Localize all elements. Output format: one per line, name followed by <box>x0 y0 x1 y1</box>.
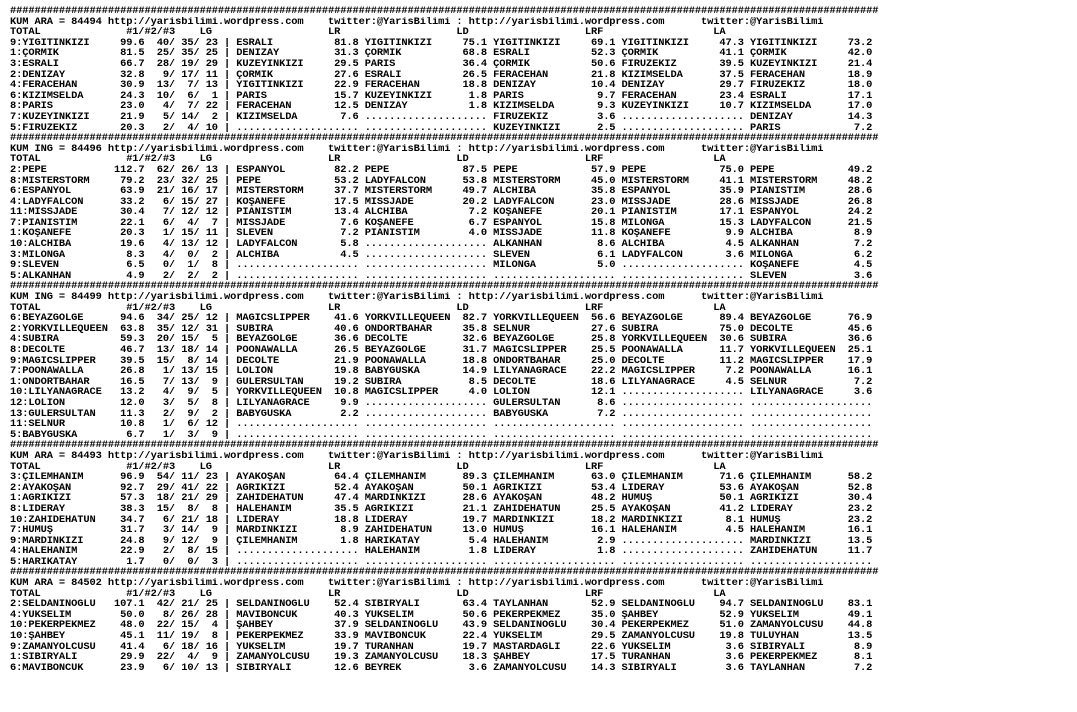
race-header-line: KUM ING = 84496 http://yarisbilimi.wordpress.com twitter:@YarisBilimi : http://yarisbilimi.wordpress.com twitter:@YarisBilimi <box>10 143 824 155</box>
result-line: 9:ZAMANYOLCUSU 41.4 6/ 18/ 16 | YÜKSELİM 19.7 TURANHAN 19.7 MASTARDAĞLI 22.6 YÜKSELİM 3.6 SİBİRYALI 8.9 <box>10 641 873 653</box>
result-line: 9:MARDİNKIZI 24.8 9/ 12/ 9 | ÇİLEMHANIM 1.8 HARİKATAY 5.4 HALEHANIM 2.9 .................... MARDİNKIZI 13.5 <box>10 535 873 547</box>
result-line: 2:DENIZAY 32.8 9/ 17/ 11 | ÇORMIK 27.6 ESRALI 26.5 FERACEHAN 21.8 KIZIMSELDA 37.5 FERACEHAN 18.9 <box>10 69 873 81</box>
result-line: 1:ÇORMIK 81.5 25/ 35/ 25 | DENIZAY 31.3 ÇORMIK 68.8 ESRALI 52.3 ÇORMIK 41.1 ÇORMIK 42.0 <box>10 48 873 59</box>
separator-line: ############################################################################################################################################## <box>10 440 879 451</box>
result-line: 1:KOŞANEFE 20.3 1/ 15/ 11 | SLEVEN 7.2 PİANİSTİM 4.0 MISSJADE 11.8 KOŞANEFE 9.9 ALCHIBA 8.9 <box>10 228 873 240</box>
result-line: 1:AĞRIKIZI 57.3 18/ 21/ 29 | ZAHİDEHATUN 47.4 MARDİNKIZI 28.6 AYAKOŞAN 48.2 HÜMÜŞ 50.1 AĞRIKIZI 30.4 <box>10 493 873 504</box>
race-header-line: KUM ARA = 84493 http://yarisbilimi.wordpress.com twitter:@YarisBilimi : http://yarisbilimi.wordpress.com twitter:@YarisBilimi <box>10 450 824 462</box>
result-line: 6:BEYAZGÖLGE 94.6 34/ 25/ 12 | MAGICSLIPPER 41.6 YORKVILLEQUEEN 82.7 YORKVILLEQUEEN 56.6 BEYAZGÖLGE 89.4 BEYAZGÖLGE 76.9 <box>10 313 873 324</box>
separator-line: ############################################################################################################################################## <box>10 133 879 144</box>
result-line: 4:YÜKSELİM 50.0 8/ 26/ 28 | MAVİBONCUK 40.3 YÜKSELİM 50.6 PEKERPEKMEZ 35.0 ŞAHBEY 52.9 YÜKSELİM 49.1 <box>10 609 873 621</box>
result-line: 9:SLEVEN 6.5 0/ 1/ 8 | .................... .................... MILONGA 5.0 .................... KOŞANEFE 4.5 <box>10 260 873 271</box>
result-line: 6:MAVİBONCUK 23.9 6/ 10/ 13 | SİBİRYALI 12.6 BEYREK 3.6 ZAMANYOLCUSU 14.3 SİBİRYALI 3.6 TAYLANHAN 7.2 <box>10 662 873 674</box>
result-line: 10:ZAHİDEHATUN 34.7 6/ 21/ 18 | LİDERAY 18.8 LİDERAY 19.7 MARDİNKIZI 18.2 MARDİNKIZI 8.1 HÜMÜŞ 23.2 <box>10 514 873 526</box>
result-line: 7:POONAWALLA 26.8 1/ 13/ 15 | LOLION 19.8 BABYGUSKA 14.9 LILYANAGRACE 22.2 MAGICSLIPPER 7.2 POONAWALLA 16.1 <box>10 366 873 377</box>
result-line: 9:MAGICSLIPPER 39.5 15/ 8/ 14 | DECOLTE 21.9 POONAWALLA 18.8 ONDÖRTBAHAR 25.0 DECOLTE 11.2 MAGICSLIPPER 17.9 <box>10 355 873 367</box>
result-line: 3:ÇİLEMHANIM 96.9 54/ 11/ 23 | AYAKOŞAN 64.4 ÇİLEMHANIM 89.3 ÇİLEMHANIM 63.0 ÇİLEMHANIM 71.6 ÇİLEMHANIM 58.2 <box>10 472 873 483</box>
result-line: 4:SUBIRA 59.3 20/ 15/ 5 | BEYAZGÖLGE 36.6 DECOLTE 32.6 BEYAZGÖLGE 25.8 YORKVILLEQUEEN 30.6 SUBIRA 36.6 <box>10 334 873 345</box>
result-line: 1:SİBİRYALI 29.9 22/ 4/ 9 | ZAMANYOLCUSU 19.3 ZAMANYOLCUSU 18.3 ŞAHBEY 17.5 TURANHAN 3.6 PEKERPEKMEZ 8.1 <box>10 652 873 663</box>
result-line: 4:LADYFALCON 33.2 6/ 15/ 27 | KOŞANEFE 17.5 MISSJADE 20.2 LADYFALCON 23.0 MISSJADE 28.6 MISSJADE 26.8 <box>10 196 873 208</box>
result-line: 2:SELDANINOĞLU 107.1 42/ 21/ 25 | SELDANINOĞLU 52.4 SİBİRYALI 63.4 TAYLANHAN 52.9 SELDANINOĞLU 94.7 SELDANINOĞLU 83.1 <box>10 599 873 610</box>
separator-line: ############################################################################################################################################## <box>10 567 879 579</box>
separator-line: ############################################################################################################################################## <box>10 281 879 293</box>
result-line: 2:YORKVILLEQUEEN 63.8 35/ 12/ 31 | SUBIRA 40.6 ONDÖRTBAHAR 35.8 SELNUR 27.6 SUBIRA 75.0 DECOLTE 45.6 <box>10 323 873 335</box>
result-line: 13:GÜLERSULTAN 11.3 2/ 9/ 2 | BABYGUSKA 2.2 .................... BABYGUSKA 7.2 .................... .................... <box>10 408 873 420</box>
result-line: 2:PEPE 112.7 62/ 26/ 13 | ESPANYOL 82.2 PEPE 87.5 PEPE 57.9 PEPE 75.0 PEPE 49.2 <box>10 164 873 176</box>
result-line: 6:KIZIMSELDA 24.3 10/ 6/ 1 | PARIS 15.7 KUZEYİNKIZI 1.8 PARIS 9.7 FERACEHAN 23.4 ESRALI 17.1 <box>10 90 873 102</box>
column-header-line: TOTAL #1/#2/#3 LG LR LD LRF LA <box>10 27 726 38</box>
result-line: 7:PİANİSTİM 22.1 6/ 4/ 7 | MISSJADE 7.6 KOŞANEFE 6.7 ESPANYOL 15.8 MILONGA 15.3 LADYFALCON 21.5 <box>10 217 873 229</box>
result-line: 3:MILONGA 8.3 4/ 0/ 2 | ALCHIBA 4.5 .................... SLEVEN 6.1 LADYFALCON 3.6 MILONGA 6.2 <box>10 249 873 261</box>
result-line: 4:HALEHANIM 22.9 2/ 8/ 15 | .................... HALEHANIM 1.8 LİDERAY 1.8 .................... ZAHİDEHATUN 11.7 <box>10 546 873 557</box>
result-line: 8:LİDERAY 38.3 15/ 8/ 8 | HALEHANIM 35.5 AĞRIKIZI 21.1 ZAHİDEHATUN 25.5 AYAKOŞAN 41.2 LİDERAY 23.2 <box>10 503 873 515</box>
result-line: 5:FİRUZEKIZ 20.3 2/ 4/ 10 | .................... .................... KUZEYİNKIZI 2.5 .................... PARIS 7.2 <box>10 122 873 134</box>
column-header-line: TOTAL #1/#2/#3 LG LR LD LRF LA <box>10 588 726 600</box>
column-header-line: TOTAL #1/#2/#3 LG LR LD LRF LA <box>10 461 726 473</box>
result-line: 5:BABYGUSKA 6.7 1/ 3/ 9 | .................... .................... .................... .................... .................... <box>10 429 873 441</box>
result-line: 10:ŞAHBEY 45.1 11/ 19/ 8 | PEKERPEKMEZ 33.9 MAVİBONCUK 22.4 YÜKSELİM 29.5 ZAMANYOLCUSU 19.8 TULUYHAN 13.5 <box>10 631 873 642</box>
race-header-line: KUM ING = 84499 http://yarisbilimi.wordpress.com twitter:@YarisBilimi : http://yarisbilimi.wordpress.com twitter:@YarisBilimi <box>10 292 824 303</box>
result-line: 8:PARIS 23.0 4/ 7/ 22 | FERACEHAN 12.5 DENIZAY 1.8 KIZIMSELDA 9.3 KUZEYİNKIZI 10.7 KIZIMSELDA 17.0 <box>10 101 873 112</box>
result-line: 9:YIĞİTİNKIZI 99.6 40/ 35/ 23 | ESRALI 81.8 YIĞİTİNKIZI 75.1 YIĞİTİNKIZI 69.1 YIĞİTİNKIZI 47.3 YIĞİTİNKIZI 73.2 <box>10 37 873 49</box>
result-line: 10:LILYANAGRACE 13.2 4/ 9/ 5 | YORKVILLEQUEEN 10.8 MAGICSLIPPER 4.0 LOLION 12.1 .................... LILYANAGRACE 3.6 <box>10 387 873 398</box>
result-line: 3:ESRALI 66.7 28/ 19/ 29 | KUZEYİNKIZI 29.5 PARIS 36.4 ÇORMIK 50.6 FİRUZEKIZ 39.5 KUZEYİNKIZI 21.4 <box>10 58 873 70</box>
result-line: 7:HÜMÜŞ 31.7 3/ 14/ 9 | MARDİNKIZI 8.9 ZAHİDEHATUN 13.0 HÜMÜŞ 16.1 HALEHANIM 4.5 HALEHANIM 16.1 <box>10 525 873 536</box>
result-line: 4:FERACEHAN 30.9 13/ 7/ 13 | YIĞİTİNKIZI 22.9 FERACEHAN 18.8 DENIZAY 10.4 DENIZAY 29.7 FİRUZEKIZ 18.0 <box>10 80 873 91</box>
result-line: 11:MISSJADE 30.4 7/ 12/ 12 | PİANİSTİM 13.4 ALCHIBA 7.2 KOŞANEFE 20.1 PİANİSTİM 17.1 ESPANYOL 24.2 <box>10 207 873 218</box>
result-line: 10:PEKERPEKMEZ 48.0 22/ 15/ 4 | ŞAHBEY 37.9 SELDANINOĞLU 43.9 SELDANINOĞLU 30.4 PEKERPEKMEZ 51.0 ZAMANYOLCUSU 44.8 <box>10 620 873 632</box>
result-line: 5:HARİKATAY 1.7 0/ 0/ 3 | .................... .................... .................... .................... .................... <box>10 556 873 568</box>
column-header-line: TOTAL #1/#2/#3 LG LR LD LRF LA <box>10 302 726 314</box>
result-line: 6:ESPANYOL 63.9 21/ 16/ 17 | MISTERSTORM 37.7 MISTERSTORM 49.7 ALCHIBA 35.8 ESPANYOL 35.9 PİANİSTİM 28.6 <box>10 186 873 197</box>
result-line: 7:KUZEYİNKIZI 21.9 5/ 14/ 2 | KIZIMSELDA 7.6 .................... FİRUZEKIZ 3.6 .................... DENIZAY 14.3 <box>10 111 873 123</box>
column-header-line: TOTAL #1/#2/#3 LG LR LD LRF LA <box>10 154 726 165</box>
result-line: 8:MISTERSTORM 79.2 23/ 32/ 25 | PEPE 53.2 LADYFALCON 53.8 MISTERSTORM 45.0 MISTERSTORM 41.1 MISTERSTORM 48.2 <box>10 175 873 187</box>
result-line: 10:ALCHIBA 19.6 4/ 13/ 12 | LADYFALCON 5.8 .................... ALKANHAN 8.6 ALCHIBA 4.5 ALKANHAN 7.2 <box>10 239 873 250</box>
result-line: 11:SELNUR 10.8 1/ 6/ 12 | .................... .................... .................... .................... .................... <box>10 419 873 430</box>
race-header-line: KUM ARA = 84494 http://yarisbilimi.wordpress.com twitter:@YarisBilimi : http://yarisbilimi.wordpress.com twitter:@YarisBilimi <box>10 16 824 28</box>
result-line: 8:DECOLTE 46.7 13/ 18/ 14 | POONAWALLA 26.5 BEYAZGÖLGE 31.7 MAGICSLIPPER 25.5 POONAWALLA 11.7 YORKVILLEQUEEN 25.1 <box>10 345 873 356</box>
result-line: 1:ONDÖRTBAHAR 16.5 7/ 13/ 9 | GÜLERSULTAN 19.2 SUBIRA 8.5 DECOLTE 18.6 LILYANAGRACE 4.5 SELNUR 7.2 <box>10 376 873 388</box>
separator-line: ############################################################################################################################################## <box>10 6 879 17</box>
result-line: 5:ALKANHAN 4.9 2/ 2/ 2 | .................... .................... .................... .................... SLEVEN 3.6 <box>10 270 873 282</box>
race-header-line: KUM ARA = 84502 http://yarisbilimi.wordpress.com twitter:@YarisBilimi : http://yarisbilimi.wordpress.com twitter:@YarisBilimi <box>10 578 824 589</box>
result-line: 12:LOLION 12.0 3/ 5/ 8 | LILYANAGRACE 9.9 .................... GÜLERSULTAN 8.6 .................... .................... <box>10 397 873 409</box>
result-line: 2:AYAKOŞAN 92.7 29/ 41/ 22 | AĞRIKIZI 52.4 AYAKOŞAN 50.1 AĞRIKIZI 53.4 LİDERAY 53.6 AYAKOŞAN 52.8 <box>10 482 873 494</box>
